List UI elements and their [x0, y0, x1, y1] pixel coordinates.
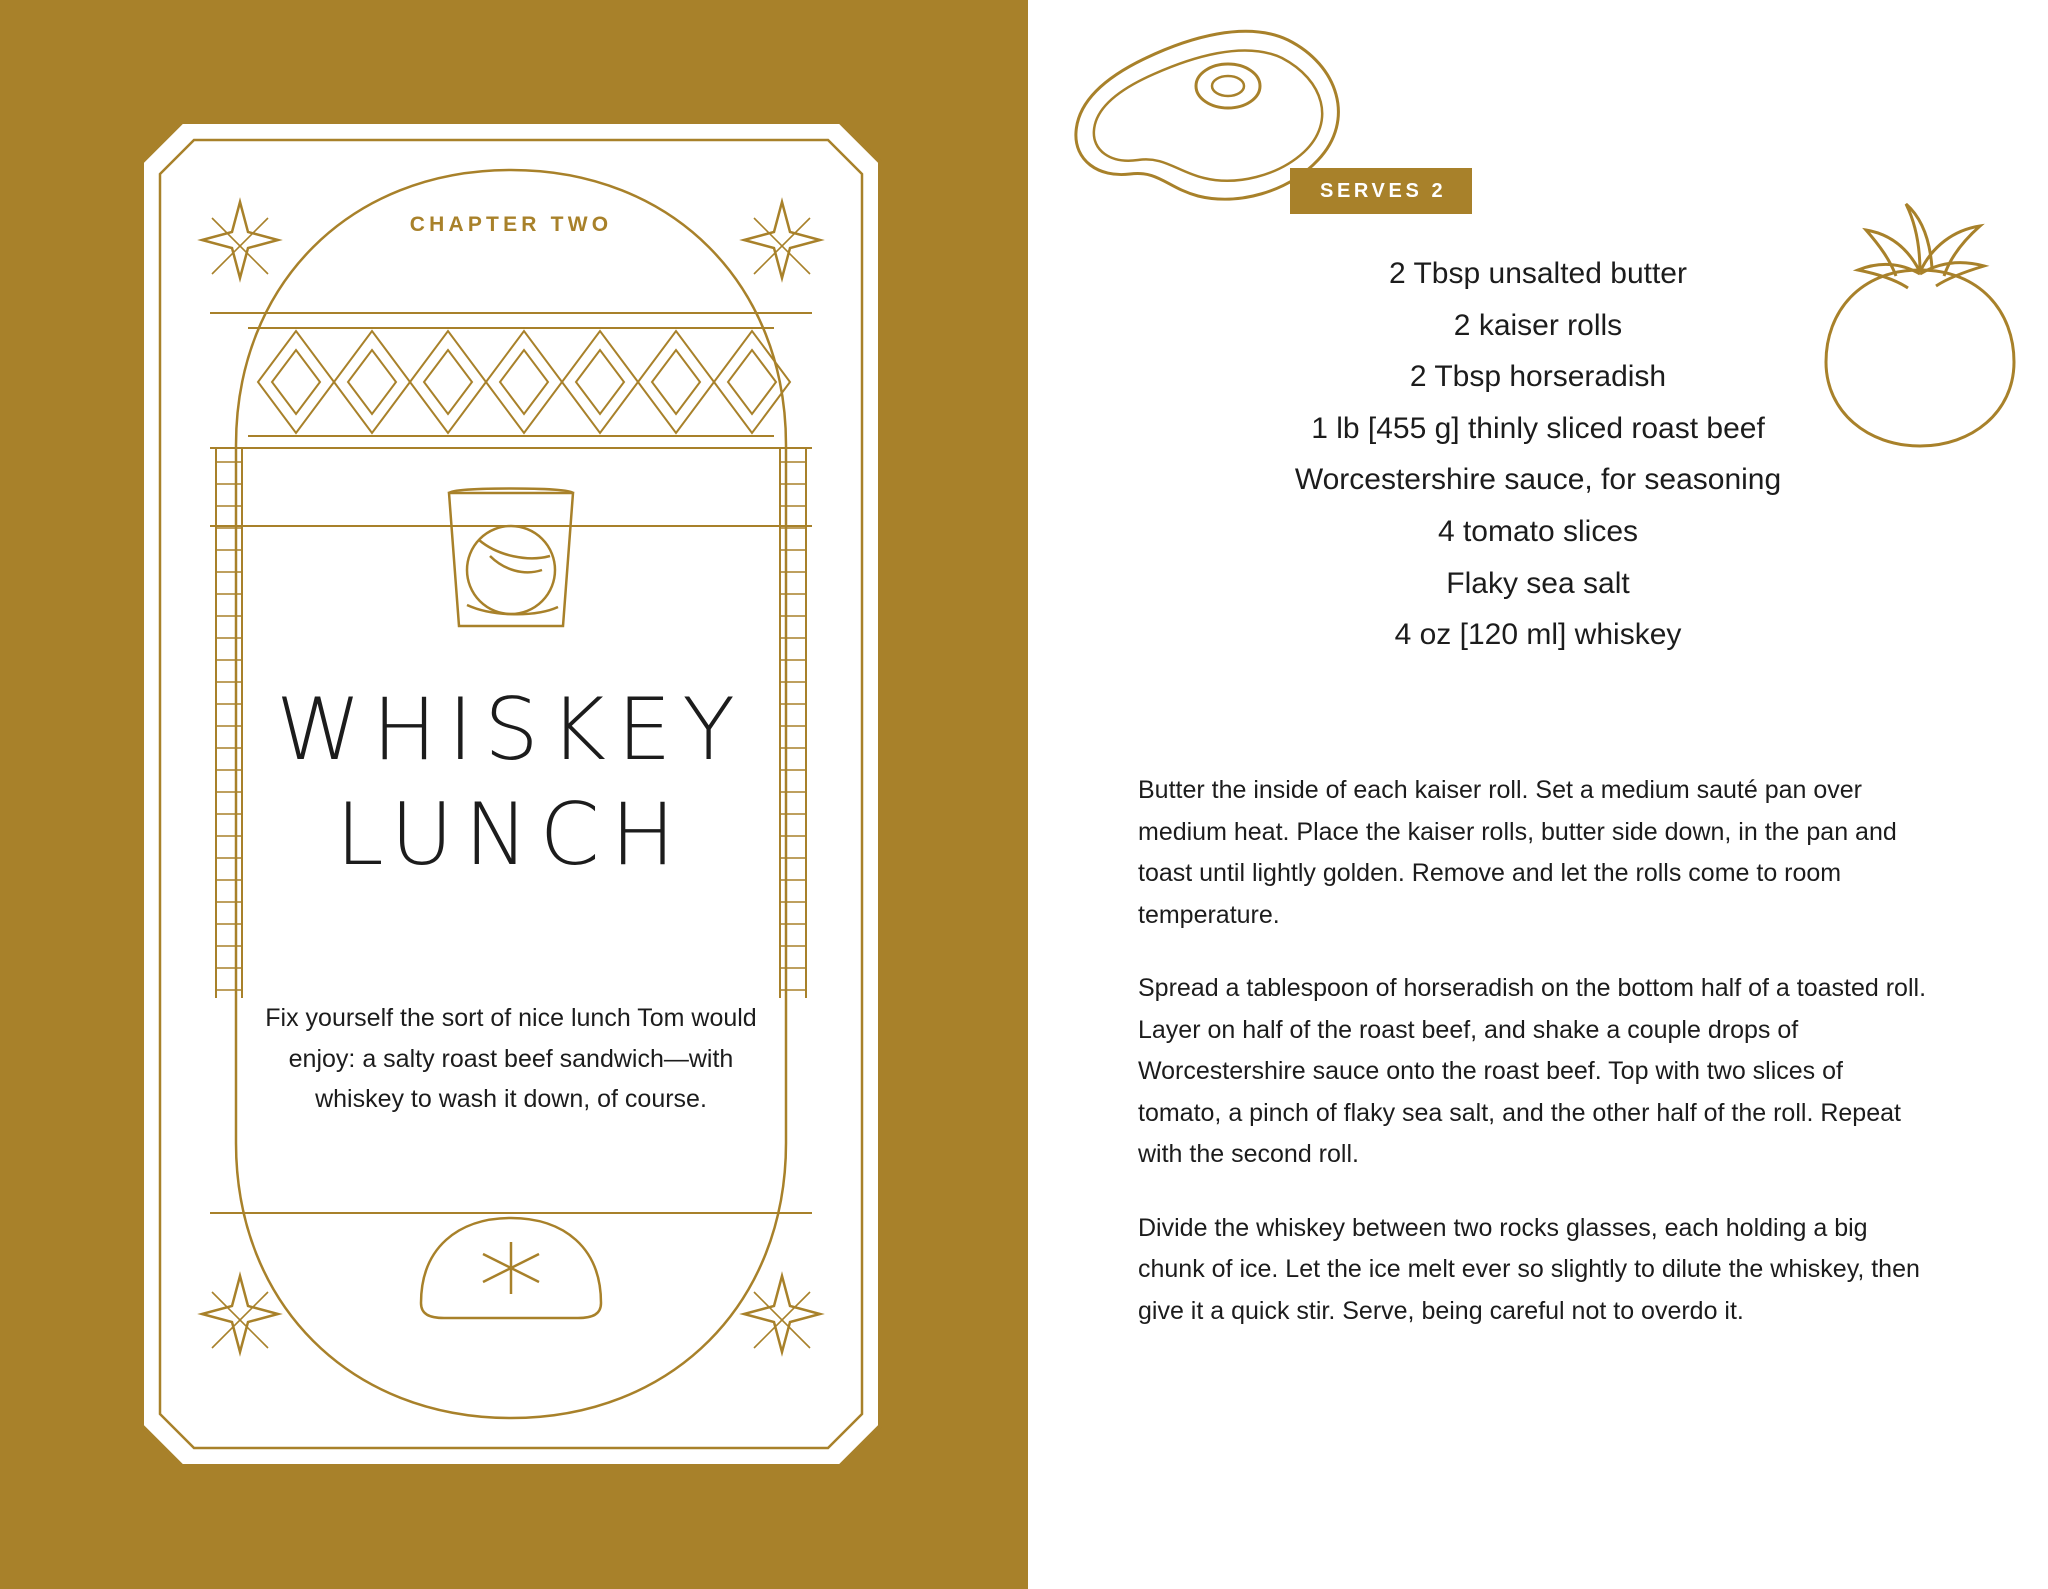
- method-paragraph: Spread a tablespoon of horseradish on the bottom half of a toasted roll. Layer on half of the roast beef, and shake a couple drops of Worcestershire sauce onto the roast beef. Top with two slices of tomato, a pinch of flaky sea salt, and the other half of the roll. Repeat with the second roll.: [1138, 974, 1927, 1168]
- method-instructions: [1138, 770, 1928, 1364]
- list-item: 2 Tbsp unsalted butter: [1389, 257, 1687, 290]
- chapter-label: CHAPTER TWO: [409, 213, 613, 236]
- list-item: Worcestershire sauce, for seasoning: [1294, 463, 1782, 497]
- method-paragraph: Butter the inside of each kaiser roll. Set a medium sauté pan over medium heat. Place the kaiser rolls, butter side down, in the pan and toast until lightly golden. Remove and let the rolls come to room temperature.: [1138, 776, 1897, 929]
- list-item: 1 lb [455 g] thinly sliced roast beef: [1311, 411, 1765, 445]
- list-item: 4 oz [120 ml] whiskey: [1394, 618, 1682, 652]
- status-badge: SERVES 2: [1290, 168, 1472, 214]
- ingredients-list: [1028, 248, 2048, 661]
- method-paragraph: Divide the whiskey between two rocks glasses, each holding a big chunk of ice. Let the ice melt ever so slightly to dilute the whiskey, then give it a quick stir. Serve, being careful not to overdo it.: [1138, 1213, 1920, 1325]
- chapter-deck: Fix yourself the sort of nice lunch Tom would enjoy: a salty roast beef sandwich—with whiskey to wash it down, of course.: [265, 1004, 757, 1113]
- list-item: Flaky sea salt: [1446, 566, 1630, 600]
- list-item: 4 tomato slices: [1437, 514, 1639, 548]
- steak-icon: [1038, 10, 1368, 275]
- list-item: 2 kaiser rolls: [1453, 308, 1623, 342]
- list-item: 2 Tbsp horseradish: [1409, 360, 1667, 394]
- title-line-2: LUNCH: [335, 784, 687, 885]
- title-line-1: WHISKEY: [276, 680, 746, 780]
- right-page: [1028, 0, 2048, 1589]
- chapter-card-frame: [138, 118, 884, 1470]
